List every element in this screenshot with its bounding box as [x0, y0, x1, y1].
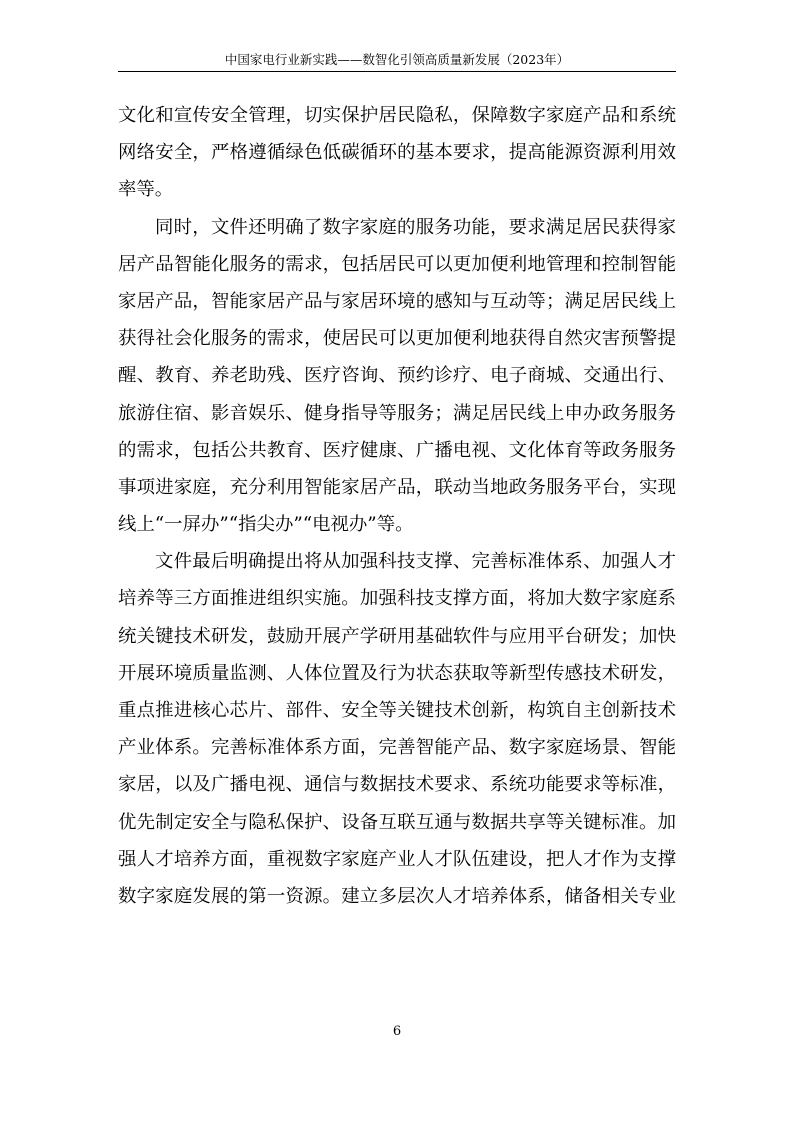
header-divider [118, 71, 676, 72]
paragraph-first-line: 文件最后明确提出将从加强科技支撑、完善标准体系、加强人才 [155, 551, 676, 573]
text-line: 优先制定安全与隐私保护、设备互联互通与数据共享等关键标准。加 [118, 811, 676, 833]
page-number: 6 [392, 1024, 402, 1039]
text-line: 居产品智能化服务的需求，包括居民可以更加便利地管理和控制智能 [118, 253, 676, 275]
text-line: 醒、教育、养老助残、医疗咨询、预约诊疗、电子商城、交通出行、 [118, 365, 676, 387]
text-line: 开展环境质量监测、人体位置及行为状态获取等新型传感技术研发， [118, 662, 676, 684]
text-line: 产业体系。完善标准体系方面，完善智能产品、数字家庭场景、智能 [118, 737, 676, 759]
text-line: 家居产品，智能家居产品与家居环境的感知与互动等；满足居民线上 [118, 290, 676, 312]
text-line: 文化和宣传安全管理，切实保护居民隐私，保障数字家庭产品和系统 [118, 105, 676, 126]
text-line: 家居，以及广播电视、通信与数据技术要求、系统功能要求等标准， [118, 774, 676, 796]
text-line: 强人才培养方面，重视数字家庭产业人才队伍建设，把人才作为支撑 [118, 848, 676, 870]
text-line: 网络安全，严格遵循绿色低碳循环的基本要求，提高能源资源利用效 [118, 142, 676, 164]
text-line: 获得社会化服务的需求，使居民可以更加便利地获得自然灾害预警提 [118, 328, 676, 350]
text-line: 的需求，包括公共教育、医疗健康、广播电视、文化体育等政务服务 [118, 439, 676, 461]
body-text [118, 97, 676, 915]
text-line: 率等。 [118, 179, 174, 201]
text-line: 事项进家庭，充分利用智能家居产品，联动当地政务服务平台，实现 [118, 476, 676, 498]
text-line: 旅游住宿、影音娱乐、健身指导等服务；满足居民线上申办政务服务 [118, 402, 676, 424]
text-line: 统关键技术研发，鼓励开展产学研用基础软件与应用平台研发；加快 [118, 625, 676, 647]
text-line: 培养等三方面推进组织实施。加强科技支撑方面，将加大数字家庭系 [118, 588, 676, 610]
text-line: 重点推进核心芯片、部件、安全等关键技术创新，构筑自主创新技术 [118, 700, 676, 721]
running-header: 中国家电行业新实践——数智化引领高质量新发展（2023年） [224, 52, 570, 67]
paragraph-first-line: 同时，文件还明确了数字家庭的服务功能，要求满足居民获得家 [155, 216, 676, 238]
text-line: 线上“一屏办”“指尖办”“电视办”等。 [118, 514, 414, 536]
text-line: 数字家庭发展的第一资源。建立多层次人才培养体系，储备相关专业 [118, 885, 676, 907]
